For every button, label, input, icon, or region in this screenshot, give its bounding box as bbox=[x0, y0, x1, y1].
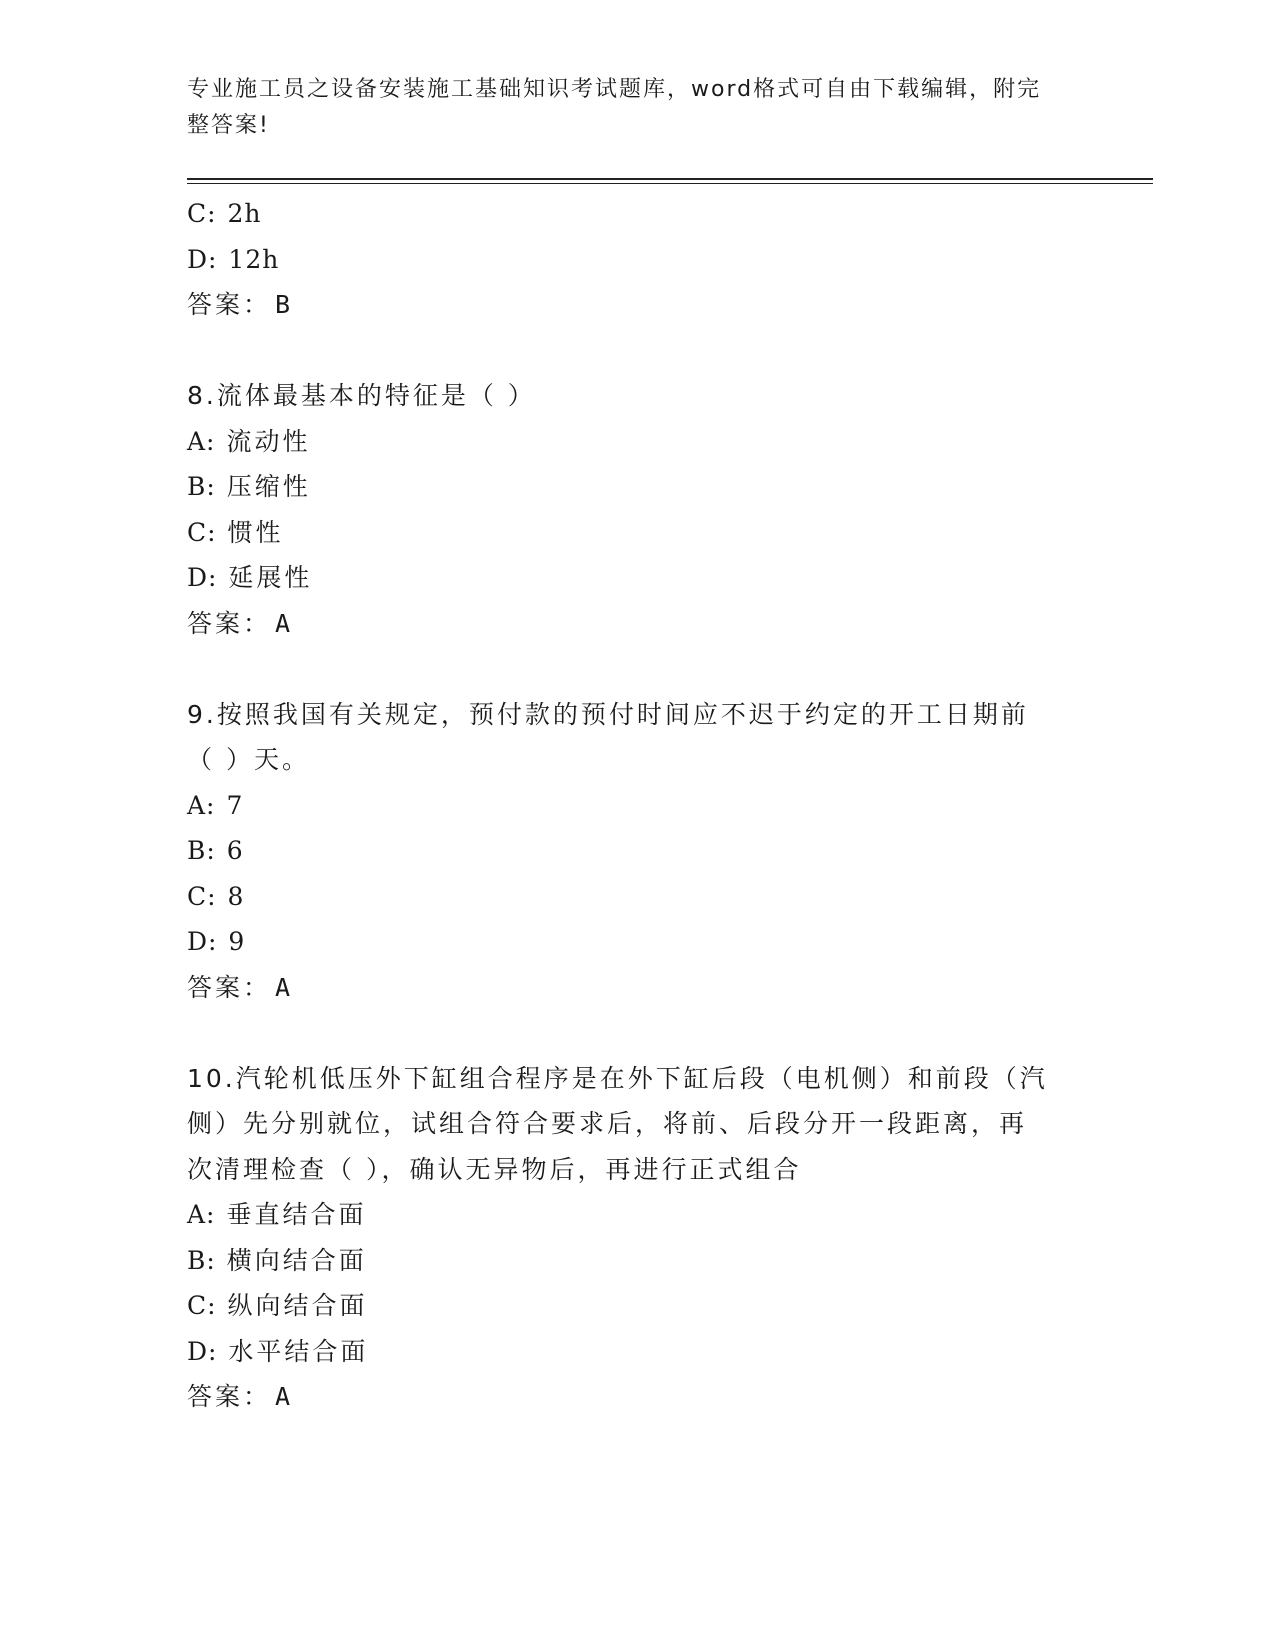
option-a bbox=[187, 419, 1087, 465]
option-text: 纵向结合面 bbox=[227, 1291, 368, 1320]
option-letter: A: bbox=[187, 790, 216, 820]
header-title-line-2: 整答案! bbox=[187, 113, 270, 138]
answer-value: A bbox=[275, 1382, 294, 1411]
option-letter: A: bbox=[187, 1200, 216, 1229]
option-letter: B: bbox=[187, 836, 216, 865]
header-title-line-1: 专业施工员之设备安装施工基础知识考试题库，word格式可自由下载编辑，附完 bbox=[187, 77, 1042, 102]
answer-line bbox=[187, 282, 1087, 328]
option-text: 6 bbox=[226, 836, 244, 865]
carryover-question bbox=[187, 191, 1087, 328]
option-text: 8 bbox=[227, 881, 245, 911]
question-10 bbox=[187, 1056, 1087, 1420]
option-letter: C: bbox=[187, 199, 217, 228]
answer-label: 答案： bbox=[187, 290, 272, 319]
option-b bbox=[187, 1238, 1087, 1284]
option-a bbox=[187, 783, 1087, 829]
option-text: 流动性 bbox=[226, 426, 311, 456]
option-d bbox=[187, 1329, 1087, 1375]
answer-line bbox=[187, 1374, 1087, 1420]
option-text: 12h bbox=[228, 244, 280, 274]
option-letter: A: bbox=[187, 426, 216, 456]
option-text: 水平结合面 bbox=[228, 1336, 369, 1366]
question-spacer bbox=[187, 646, 1087, 692]
option-letter: C: bbox=[187, 881, 217, 911]
option-text: 压缩性 bbox=[226, 472, 311, 501]
answer-label: 答案： bbox=[187, 1382, 272, 1411]
option-letter: C: bbox=[187, 1291, 217, 1320]
option-c bbox=[187, 510, 1087, 556]
question-stem bbox=[187, 1056, 1067, 1193]
option-d bbox=[187, 237, 1087, 283]
question-stem-line: 10.汽轮机低压外下缸组合程序是在外下缸后段（电机侧）和前段（汽 bbox=[187, 1063, 1048, 1093]
option-d bbox=[187, 555, 1087, 601]
option-c bbox=[187, 191, 1087, 237]
answer-line bbox=[187, 965, 1087, 1011]
option-c bbox=[187, 874, 1087, 920]
question-9 bbox=[187, 692, 1087, 1011]
option-text: 7 bbox=[226, 790, 244, 820]
option-letter: B: bbox=[187, 472, 216, 501]
option-letter: D: bbox=[187, 563, 218, 592]
question-8 bbox=[187, 373, 1087, 646]
header-divider-thick bbox=[187, 178, 1153, 180]
answer-line bbox=[187, 601, 1087, 647]
option-d bbox=[187, 919, 1087, 965]
answer-value: B bbox=[275, 290, 294, 319]
answer-label: 答案： bbox=[187, 608, 272, 638]
question-stem bbox=[187, 373, 1067, 419]
question-spacer bbox=[187, 328, 1087, 374]
answer-value: A bbox=[275, 972, 294, 1002]
option-letter: C: bbox=[187, 517, 217, 547]
question-stem-line: 8.流体最基本的特征是（ ） bbox=[187, 381, 536, 410]
option-a bbox=[187, 1192, 1087, 1238]
question-stem bbox=[187, 692, 1067, 783]
question-spacer bbox=[187, 1010, 1087, 1056]
option-text: 垂直结合面 bbox=[226, 1200, 367, 1229]
document-header bbox=[187, 72, 1067, 144]
option-letter: D: bbox=[187, 1336, 218, 1366]
option-b bbox=[187, 464, 1087, 510]
option-letter: D: bbox=[187, 244, 218, 274]
option-letter: B: bbox=[187, 1245, 216, 1275]
option-text: 横向结合面 bbox=[226, 1245, 367, 1275]
option-c bbox=[187, 1283, 1087, 1329]
answer-value: A bbox=[275, 608, 294, 638]
question-stem-line: 次清理检查（ ），确认无异物后，再进行正式组合 bbox=[187, 1154, 802, 1184]
option-text: 延展性 bbox=[228, 563, 313, 592]
option-text: 2h bbox=[227, 199, 262, 228]
option-b bbox=[187, 828, 1087, 874]
answer-label: 答案： bbox=[187, 972, 272, 1002]
option-text: 惯性 bbox=[227, 517, 284, 547]
option-text: 9 bbox=[228, 927, 246, 956]
question-stem-line: （ ）天。 bbox=[187, 745, 310, 774]
header-divider-thin bbox=[187, 183, 1153, 184]
option-letter: D: bbox=[187, 927, 218, 956]
question-stem-line: 9.按照我国有关规定，预付款的预付时间应不迟于约定的开工日期前 bbox=[187, 699, 1029, 729]
question-stem-line: 侧）先分别就位，试组合符合要求后，将前、后段分开一段距离，再 bbox=[187, 1109, 1028, 1138]
question-list bbox=[187, 191, 1087, 1420]
